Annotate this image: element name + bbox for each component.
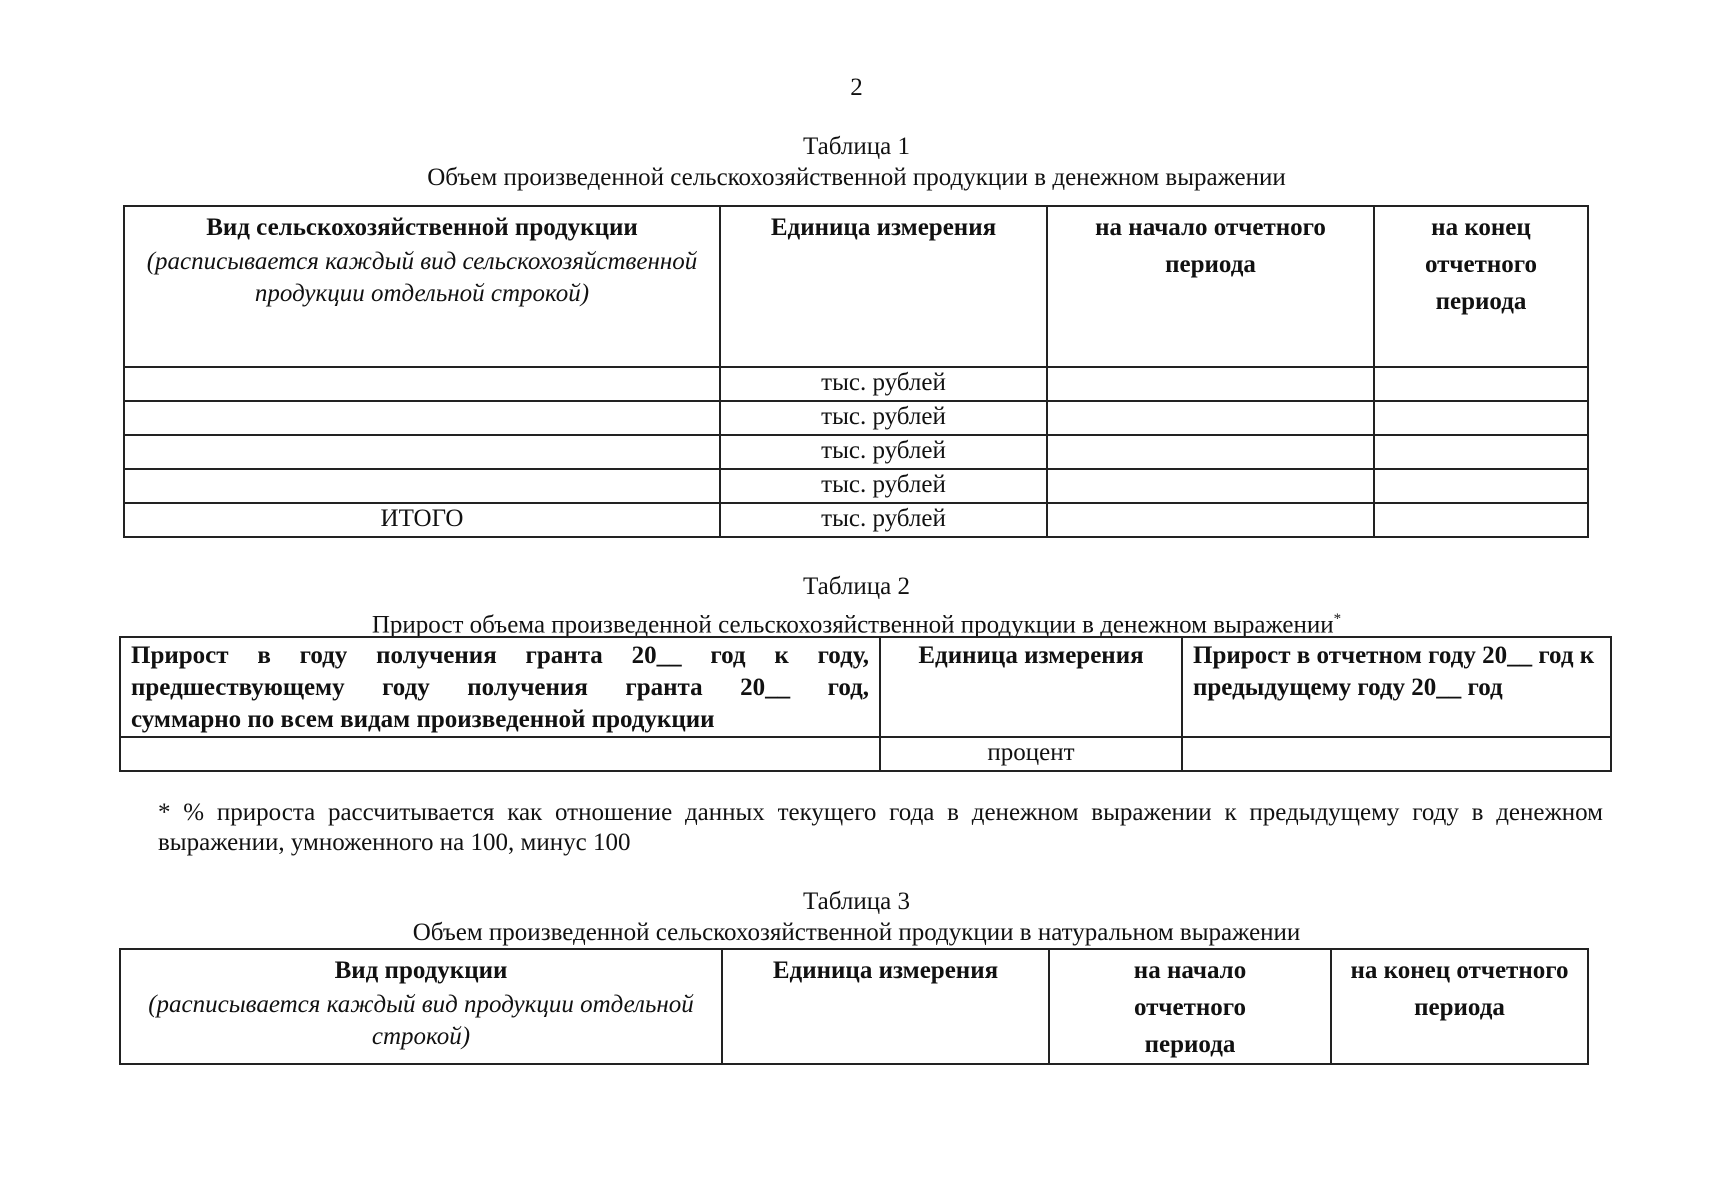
- table-row: [124, 435, 1588, 469]
- table3-header-kind: [120, 949, 722, 1064]
- table2-cell-growth-grant[interactable]: [120, 737, 880, 771]
- table1-header-kind: [124, 206, 720, 367]
- table1: [123, 205, 1589, 538]
- table1-cell-kind[interactable]: [124, 435, 720, 469]
- table1-cell-unit: тыс. рублей: [720, 503, 1047, 537]
- table1-header-end: на конец отчетного периода: [1374, 206, 1588, 367]
- table1-cell-unit: тыс. рублей: [720, 469, 1047, 503]
- table1-label: Таблица 1: [803, 133, 910, 160]
- table1-cell-unit: тыс. рублей: [720, 435, 1047, 469]
- table2-title: Прирост объема произведенной сельскохозяйственной продукции в денежном выражении: [371, 611, 1334, 639]
- table3-header-unit: Единица измерения: [722, 949, 1049, 1064]
- table1-cell-end[interactable]: [1374, 503, 1588, 537]
- table1-cell-start[interactable]: [1047, 469, 1374, 503]
- table-row: [124, 401, 1588, 435]
- table2-header-growth-grant-line3: суммарно по всем видам произведенной продукции: [131, 706, 715, 733]
- table3-header-start: на начало отчетного периода: [1049, 949, 1331, 1064]
- table2-header-row: [120, 637, 1611, 737]
- table1-title: Объем произведенной сельскохозяйственной продукции в денежном выражении: [427, 164, 1286, 191]
- table2-header-unit: Единица измерения: [880, 637, 1182, 737]
- table1-cell-end[interactable]: [1374, 367, 1588, 401]
- table3-title: Объем произведенной сельскохозяйственной продукции в натуральном выражении: [412, 919, 1301, 946]
- table-row-total: [124, 503, 1588, 537]
- table1-cell-kind[interactable]: [124, 367, 720, 401]
- table2: [119, 636, 1612, 772]
- table1-header-start: на начало отчетного периода: [1047, 206, 1374, 367]
- table1-cell-start[interactable]: [1047, 367, 1374, 401]
- table1-cell-kind[interactable]: [124, 469, 720, 503]
- table1-cell-kind[interactable]: [124, 401, 720, 435]
- table3-label: Таблица 3: [803, 888, 910, 915]
- table1-header-row: [124, 206, 1588, 367]
- table2-header-growth-grant-line1: Прирост в году получения гранта 20__ год к году,: [131, 642, 869, 669]
- table3-header-end: на конец отчетного периода: [1331, 949, 1588, 1064]
- table-row: [120, 737, 1611, 771]
- table2-header-growth-report: Прирост в отчетном году 20__ год к предыдущему году 20__ год: [1182, 637, 1611, 737]
- table2-header-growth-grant: [120, 637, 880, 737]
- table1-cell-start[interactable]: [1047, 435, 1374, 469]
- table-row: [124, 367, 1588, 401]
- table2-footnote: * % прироста рассчитывается как отношение данных текущего года в денежном выражении к предыдущему году в денежном выражении, умноженного на 100, минус 100: [158, 799, 1603, 856]
- table1-cell-total-label: ИТОГО: [124, 503, 720, 537]
- table1-cell-unit: тыс. рублей: [720, 367, 1047, 401]
- table2-label: Таблица 2: [803, 573, 910, 600]
- table1-cell-unit: тыс. рублей: [720, 401, 1047, 435]
- table2-footnote-mark: *: [1333, 611, 1342, 627]
- table1-cell-end[interactable]: [1374, 435, 1588, 469]
- table1-header-kind-title: Вид сельскохозяйственной продукции: [206, 214, 638, 241]
- table3: [119, 948, 1589, 1065]
- table3-header-kind-title: Вид продукции: [334, 957, 508, 984]
- table2-title-wrap: [0, 604, 1713, 640]
- table3-header-kind-note: (расписывается каждый вид продукции отдельной строкой): [148, 991, 694, 1050]
- page-number: 2: [850, 74, 863, 101]
- table1-cell-end[interactable]: [1374, 469, 1588, 503]
- table2-cell-growth-report[interactable]: [1182, 737, 1611, 771]
- table1-cell-start[interactable]: [1047, 503, 1374, 537]
- table1-header-unit: Единица измерения: [720, 206, 1047, 367]
- table-row: [124, 469, 1588, 503]
- table1-header-kind-note: (расписывается каждый вид сельскохозяйственной продукции отдельной строкой): [146, 248, 698, 307]
- table3-header-row: [120, 949, 1588, 1064]
- table1-cell-start[interactable]: [1047, 401, 1374, 435]
- table2-header-growth-grant-line2: предшествующему году получения гранта 20__ год,: [131, 674, 869, 701]
- table2-cell-unit: процент: [880, 737, 1182, 771]
- table1-cell-end[interactable]: [1374, 401, 1588, 435]
